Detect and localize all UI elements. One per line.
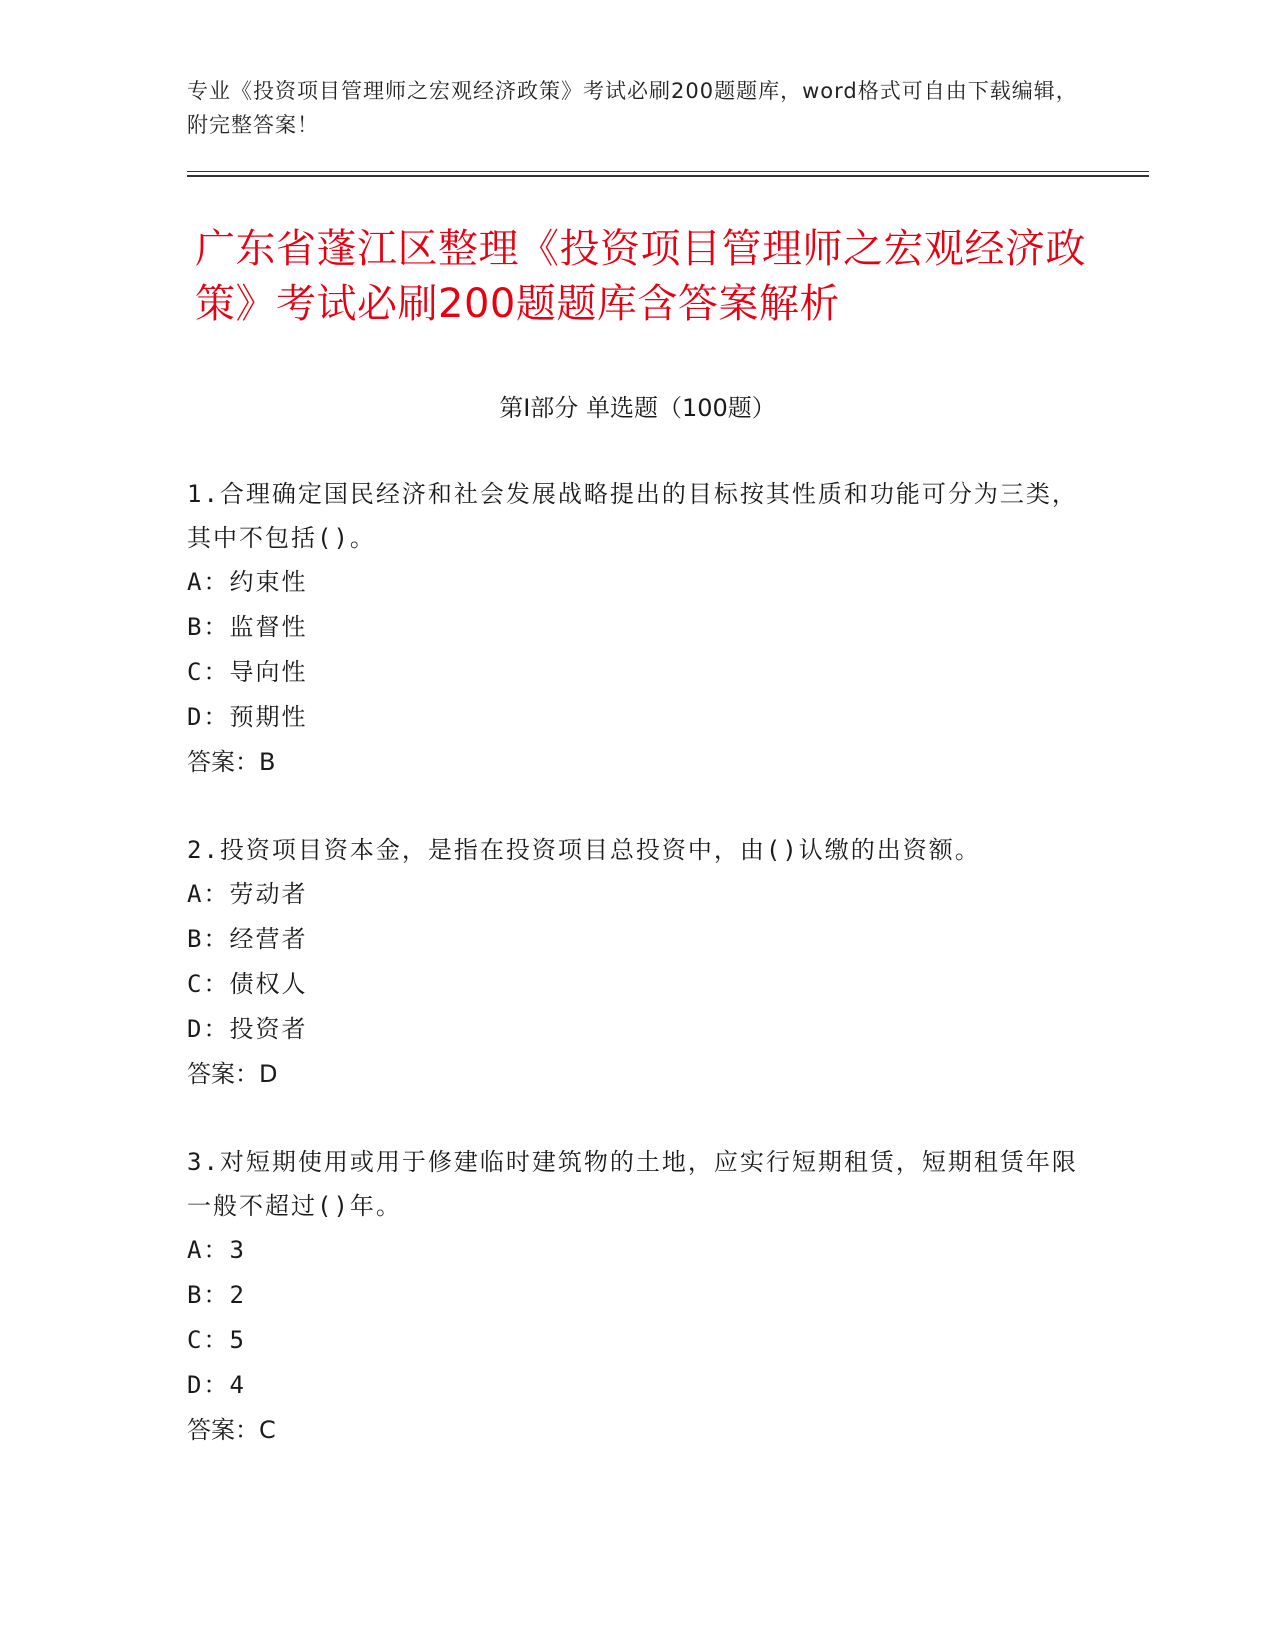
header-note: 专业《投资项目管理师之宏观经济政策》考试必刷200题题库，word格式可自由下载编辑，附完整答案！ [187, 79, 1078, 137]
option-b: B：2 [187, 1281, 246, 1309]
question-list [187, 472, 1087, 1496]
answer-line: 答案：B [187, 748, 276, 776]
option-d: D：投资者 [187, 1015, 308, 1043]
option-c: C：5 [187, 1326, 246, 1354]
option-a: A：劳动者 [187, 880, 308, 908]
option-b: B：监督性 [187, 613, 308, 641]
question-stem: 3.对短期使用或用于修建临时建筑物的土地，应实行短期租赁，短期租赁年限一般不超过()年。 [187, 1148, 1078, 1220]
question-item [187, 1140, 1087, 1453]
option-b: B：经营者 [187, 925, 308, 953]
option-a: A：3 [187, 1236, 246, 1264]
option-c: C：债权人 [187, 970, 308, 998]
question-stem: 2.投资项目资本金，是指在投资项目总投资中，由()认缴的出资额。 [187, 836, 981, 864]
answer-line: 答案：C [187, 1416, 276, 1444]
header-divider-thin [187, 171, 1149, 172]
answer-line: 答案：D [187, 1060, 278, 1088]
section-heading: 第Ⅰ部分 单选题（100题） [499, 394, 776, 422]
option-c: C：导向性 [187, 658, 308, 686]
document-title: 广东省蓬江区整理《投资项目管理师之宏观经济政策》考试必刷200题题库含答案解析 [195, 226, 1086, 327]
question-item [187, 472, 1087, 785]
option-a: A：约束性 [187, 568, 308, 596]
option-d: D：预期性 [187, 703, 308, 731]
option-d: D：4 [187, 1371, 246, 1399]
header-divider-thick [187, 175, 1149, 177]
question-item [187, 828, 1087, 1097]
question-stem: 1.合理确定国民经济和社会发展战略提出的目标按其性质和功能可分为三类，其中不包括()。 [187, 480, 1078, 552]
